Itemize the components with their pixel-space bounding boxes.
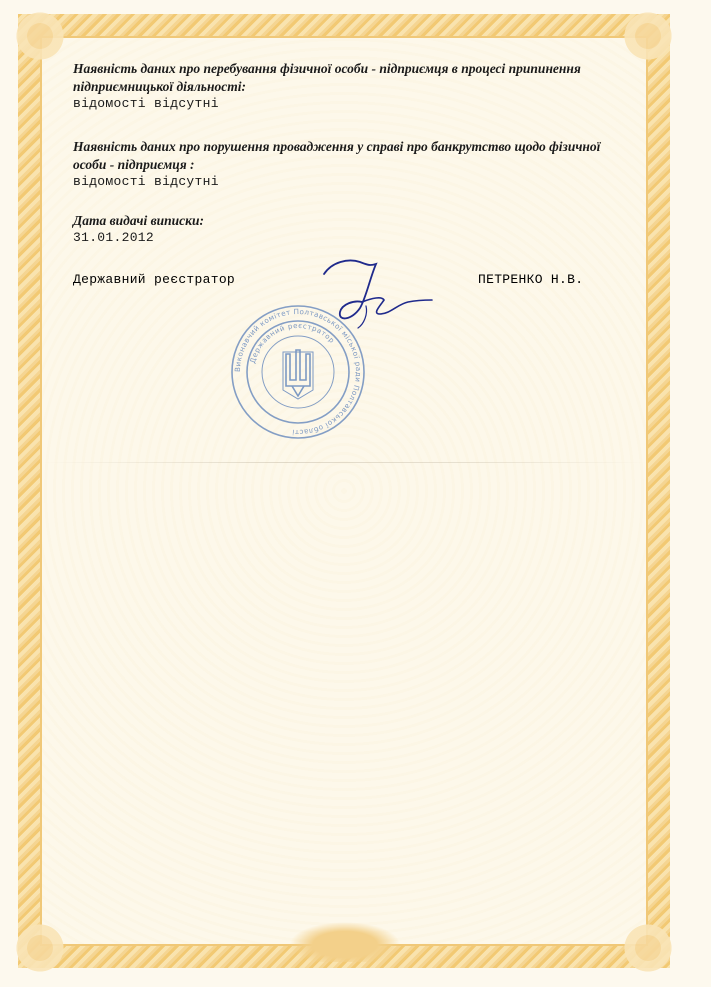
corner-ornament — [618, 918, 678, 978]
issue-date-label: Дата видачі виписки: — [73, 213, 205, 228]
seal-outer-text: Виконавчий комітет Полтавської міської ради Полтавської області — [232, 306, 364, 438]
termination-value: відомості відсутні — [73, 96, 219, 111]
bankruptcy-value: відомості відсутні — [73, 174, 219, 189]
issue-date-value: 31.01.2012 — [73, 230, 155, 245]
registrar-title: Державний реєстратор — [73, 272, 236, 287]
bankruptcy-section — [73, 138, 633, 190]
issue-date-section — [73, 212, 633, 246]
registrar-name: ПЕТРЕНКО Н.В. — [478, 272, 584, 287]
signature — [318, 256, 438, 336]
bottom-ornament — [280, 918, 410, 962]
corner-ornament — [10, 6, 70, 66]
corner-ornament — [10, 918, 70, 978]
seal-inner-text: Державний реєстратор — [248, 321, 337, 365]
trident-emblem-icon — [283, 350, 313, 399]
corner-ornament — [618, 6, 678, 66]
paper-fold-line — [40, 462, 648, 463]
termination-label: Наявність даних про перебування фізичної особи - підприємця в процесі припинення підприємницької діяльності: — [73, 61, 581, 94]
termination-section — [73, 60, 633, 112]
bankruptcy-label: Наявність даних про порушення провадження у справі про банкрутство щодо фізичної особи - підприємця : — [73, 139, 601, 172]
